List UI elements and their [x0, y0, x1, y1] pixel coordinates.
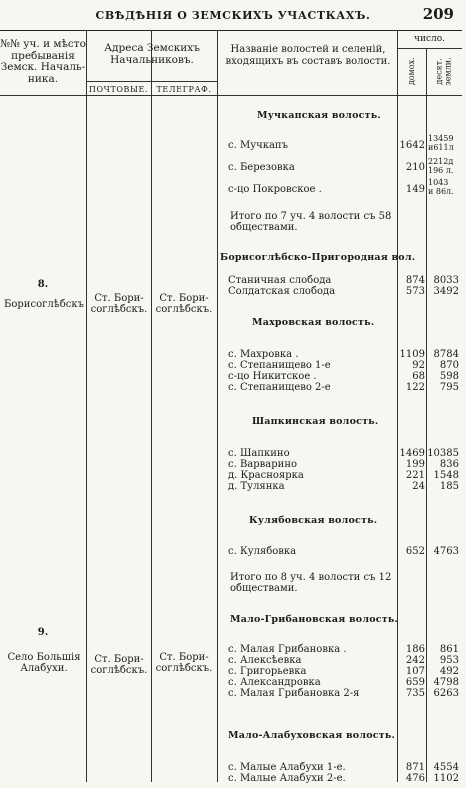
- land-value: 6263: [433, 688, 459, 699]
- header-divider: [0, 95, 462, 96]
- land-value-note: 196 л.: [428, 166, 454, 175]
- land-value: 795: [439, 382, 459, 393]
- households-value: 735: [405, 688, 425, 699]
- settlement-name: с. Александровка: [228, 677, 321, 688]
- settlement-name: с. Григорьевка: [228, 666, 307, 677]
- district-place: Село Большія Алабухи.: [7, 652, 81, 674]
- page-number: 209: [422, 5, 454, 23]
- households-value: 68: [412, 371, 425, 382]
- households-value: 199: [405, 459, 425, 470]
- land-value: 13459: [428, 134, 454, 143]
- column-header-telegraph: ТЕЛЕГРАФ.: [156, 85, 212, 94]
- settlement-name: Станичная слобода: [228, 275, 332, 286]
- land-value: 4798: [433, 677, 459, 688]
- settlement-name: с. Степанищево 2-е: [228, 382, 331, 393]
- land-value: 836: [439, 459, 459, 470]
- land-value: 870: [439, 360, 459, 371]
- postal-address: Ст. Бори-соглѣбскъ.: [90, 654, 148, 676]
- settlement-name: с-цо Никитское .: [228, 371, 317, 382]
- volost-heading: Шапкинская волость.: [252, 416, 379, 427]
- column-divider: [151, 30, 152, 782]
- settlement-name: Солдатская слобода: [228, 286, 336, 297]
- settlement-name: с. Малые Алабухи 1-е.: [228, 762, 346, 773]
- volost-heading: Мало-Грибановская волость.: [230, 614, 399, 625]
- households-value: 659: [405, 677, 425, 688]
- volost-heading: Мало-Алабуховская волость.: [228, 730, 395, 741]
- subtotal-note: Итого по 8 уч. 4 волости съ 12 обществами.: [230, 572, 392, 594]
- column-header-addresses: Адреса Земскихъ Начальниковъ.: [104, 42, 200, 66]
- households-value: 24: [412, 481, 425, 492]
- settlement-name: д. Красноярка: [228, 470, 304, 481]
- households-value: 210: [405, 162, 425, 173]
- land-value: 492: [439, 666, 459, 677]
- column-header-count: число.: [414, 34, 445, 44]
- settlement-name: д. Тулянка: [228, 481, 285, 492]
- households-value: 874: [405, 275, 425, 286]
- settlement-name: с-цо Покровское .: [228, 184, 322, 195]
- telegraph-address: Ст. Бори-соглѣбскъ.: [155, 293, 213, 315]
- settlement-name: с. Махровка .: [228, 349, 299, 360]
- column-divider: [86, 30, 87, 782]
- land-value: 953: [439, 655, 459, 666]
- header-divider: [86, 81, 217, 82]
- page-header: СВѢДѢНІЯ О ЗЕМСКИХЪ УЧАСТКАХЪ.: [95, 9, 371, 22]
- households-value: 107: [405, 666, 425, 677]
- settlement-name: с. Варварино: [228, 459, 298, 470]
- land-value: 861: [439, 644, 459, 655]
- land-value: 8784: [433, 349, 459, 360]
- column-header-volosts: Названіе волостей и селеній, входящихъ въ составъ волости.: [225, 44, 391, 67]
- settlement-name: с. Мучкапъ: [228, 140, 288, 151]
- postal-address: Ст. Бори-соглѣбскъ.: [90, 293, 148, 315]
- households-value: 871: [405, 762, 425, 773]
- households-value: 149: [405, 184, 425, 195]
- column-header-land: десят. земли.: [434, 57, 452, 86]
- land-value-note: и 86л.: [428, 187, 454, 196]
- land-value: 3492: [433, 286, 459, 297]
- households-value: 92: [412, 360, 425, 371]
- telegraph-address: Ст. Бори-соглѣбскъ.: [155, 652, 213, 674]
- households-value: 221: [405, 470, 425, 481]
- settlement-name: с. Степанищево 1-е: [228, 360, 331, 371]
- column-header-district: №№ уч. и мѣсто пребыванія Земск. Началь-ника.: [0, 38, 86, 85]
- subtotal-note: Итого по 7 уч. 4 волости съ 58 обществами.: [230, 211, 392, 233]
- households-value: 122: [405, 382, 425, 393]
- district-place: Борисоглѣбскъ: [4, 299, 84, 310]
- land-value: 10385: [427, 448, 459, 459]
- land-value-note: и611л: [428, 143, 454, 152]
- column-header-postal: ПОЧТОВЫЕ.: [88, 85, 149, 94]
- settlement-name: с. Шапкино: [228, 448, 290, 459]
- households-value: 573: [405, 286, 425, 297]
- land-value: 185: [439, 481, 459, 492]
- settlement-name: с. Кулябовка: [228, 546, 297, 557]
- settlement-name: с. Березовка: [228, 162, 295, 173]
- land-value: 2212д: [428, 157, 454, 166]
- volost-heading: Борисоглѣбско-Пригородная вол.: [220, 252, 416, 263]
- land-value: 598: [439, 371, 459, 382]
- district-number: 8.: [37, 279, 49, 290]
- settlement-name: с. Малые Алабухи 2-е.: [228, 773, 346, 784]
- land-value: 4763: [433, 546, 459, 557]
- column-header-households: домох.: [406, 57, 416, 86]
- volost-heading: Кулябовская волость.: [249, 515, 378, 526]
- settlement-name: с. Алексѣевка: [228, 655, 302, 666]
- settlement-name: с. Малая Грибановка 2-я: [228, 688, 360, 699]
- settlement-name: с. Малая Грибановка .: [228, 644, 347, 655]
- households-value: 1469: [399, 448, 425, 459]
- land-value: 8033: [433, 275, 459, 286]
- land-value: 1548: [433, 470, 459, 481]
- households-value: 1642: [399, 140, 425, 151]
- households-value: 186: [405, 644, 425, 655]
- volost-heading: Мучкапская волость.: [257, 110, 381, 121]
- column-divider: [217, 30, 218, 782]
- volost-heading: Махровская волость.: [252, 317, 375, 328]
- households-value: 476: [405, 773, 425, 784]
- land-value: 1043: [428, 178, 449, 187]
- land-value: 4554: [433, 762, 459, 773]
- households-value: 242: [405, 655, 425, 666]
- households-value: 652: [405, 546, 425, 557]
- households-value: 1109: [399, 349, 425, 360]
- district-number: 9.: [37, 627, 49, 638]
- land-value: 1102: [433, 773, 459, 784]
